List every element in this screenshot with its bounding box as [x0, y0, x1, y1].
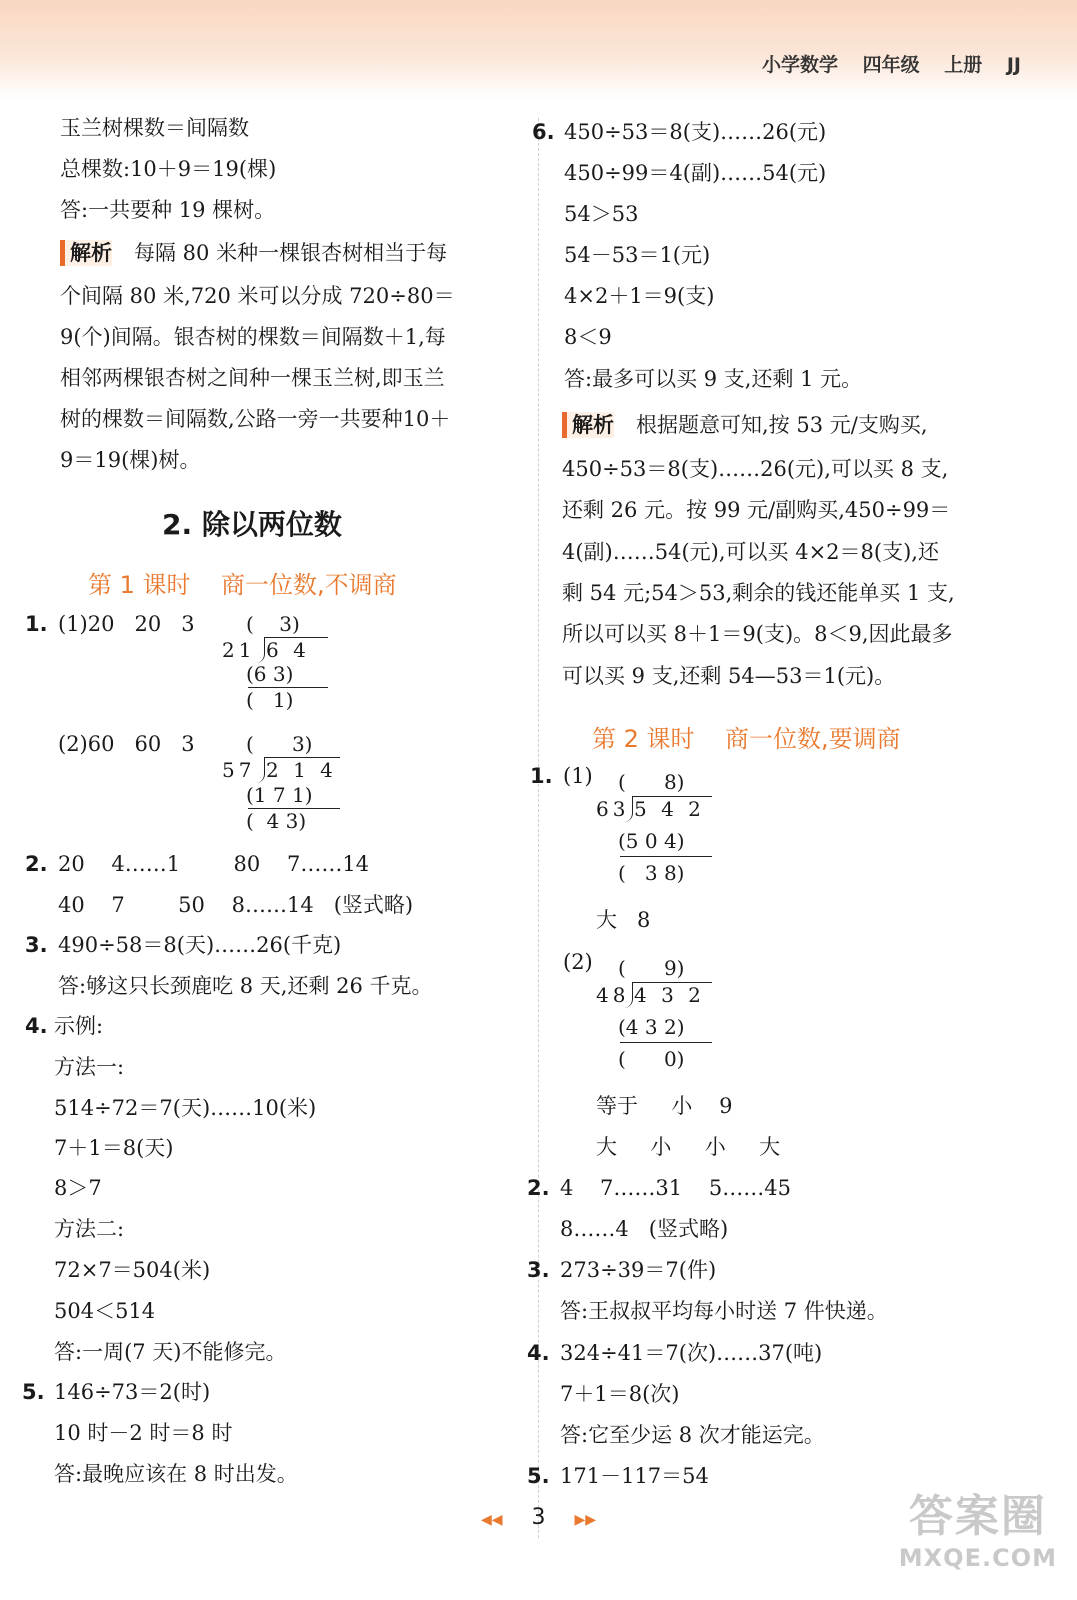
analysis-line: 450÷53＝8(支)……26(元),可以买 8 支,	[562, 457, 949, 481]
question-number: 2.	[527, 1176, 550, 1200]
column-divider	[538, 118, 539, 1538]
volume: 上册	[944, 54, 983, 76]
text-line: (1)	[563, 764, 593, 788]
analysis-line: 个间隔 80 米,720 米可以分成 720÷80＝	[60, 284, 455, 308]
analysis-tag: 解析	[562, 412, 614, 438]
question-number: 1.	[25, 612, 48, 636]
text-line: 等于 小 9	[596, 1094, 733, 1118]
page-number: 3	[531, 1505, 546, 1530]
text-line: (2)	[563, 950, 593, 974]
analysis-line: 剩 54 元;54＞53,剩余的钱还能单买 1 支,	[562, 581, 955, 605]
division-divisor: 63	[596, 797, 630, 821]
division-quotient: ( 9)	[618, 956, 685, 980]
question-number: 3.	[527, 1258, 550, 1282]
text-line: 玉兰树棵数＝间隔数	[60, 116, 249, 140]
division-bracket	[256, 757, 265, 783]
analysis-line: 树的棵数＝间隔数,公路一旁一共要种10＋	[60, 407, 451, 431]
question-number: 2.	[25, 852, 48, 876]
long-division	[222, 732, 342, 832]
analysis-line: 相邻两棵银杏树之间种一棵玉兰树,即玉兰	[60, 366, 445, 390]
text-line: 10 时－2 时＝8 时	[54, 1421, 233, 1445]
text-line: 514÷72＝7(天)……10(米)	[54, 1096, 317, 1120]
text-line: 146÷73＝2(时)	[54, 1380, 211, 1404]
text-line: 54＞53	[564, 202, 639, 226]
analysis-line: 9(个)间隔。银杏树的棵数＝间隔数＋1,每	[60, 325, 446, 349]
division-remainder: ( 1)	[246, 688, 294, 712]
question-number: 5.	[22, 1380, 45, 1404]
text-line: 大 小 小 大	[596, 1135, 781, 1159]
text-line: 总棵数:10＋9＝19(棵)	[60, 157, 277, 181]
text-line: 4×2＋1＝9(支)	[564, 284, 715, 308]
text-line: 72×7＝504(米)	[54, 1258, 211, 1282]
analysis-line: 4(副)……54(元),可以买 4×2＝8(支),还	[562, 540, 939, 564]
prev-arrows-icon[interactable]: ◀◀	[480, 1512, 503, 1528]
text-line: 450÷99＝4(副)……54(元)	[564, 161, 827, 185]
text-line: 4 7……31 5……45	[560, 1176, 791, 1200]
book-info	[744, 50, 1021, 77]
subject: 小学数学	[761, 54, 838, 76]
division-dividend: 4 3 2	[634, 983, 705, 1007]
analysis-line: 可以买 9 支,还剩 54—53＝1(元)。	[562, 664, 896, 688]
division-line	[620, 856, 712, 857]
text-line: 8＞7	[54, 1176, 102, 1200]
long-division	[222, 612, 332, 712]
analysis-line: 还剩 26 元。按 99 元/副购买,450÷99＝	[562, 498, 951, 522]
text-line: 答:一周(7 天)不能修完。	[54, 1340, 287, 1364]
division-product: (1 7 1)	[246, 783, 313, 807]
text-line: 大 8	[596, 908, 651, 932]
analysis-line: 所以可以买 8＋1＝9(支)。8＜9,因此最多	[562, 622, 953, 646]
lesson-title: 第 2 课时 商一位数,要调商	[592, 725, 901, 753]
division-divisor: 48	[596, 983, 630, 1007]
text-line: 答:够这只长颈鹿吃 8 天,还剩 26 千克。	[58, 974, 433, 998]
text-line: 方法二:	[54, 1217, 125, 1241]
analysis-tag: 解析	[60, 240, 112, 266]
analysis-line: 解析 根据题意可知,按 53 元/支购买,	[562, 412, 928, 438]
text-line: 示例:	[54, 1014, 104, 1038]
text-line: 7＋1＝8(天)	[54, 1136, 174, 1160]
watermark-logo: 答案圈	[908, 1491, 1047, 1542]
division-remainder: ( 0)	[618, 1047, 685, 1071]
long-division	[596, 956, 726, 1071]
division-dividend: 5 4 2	[634, 797, 705, 821]
text-line: 450÷53＝8(支)……26(元)	[564, 120, 827, 144]
division-bracket	[256, 637, 265, 663]
division-quotient: ( 3)	[246, 732, 313, 756]
question-number: 5.	[527, 1464, 550, 1488]
division-dividend: 6 4	[266, 638, 310, 662]
text-line: 答:它至少运 8 次才能运完。	[560, 1423, 825, 1447]
watermark-url: MXQE.COM	[898, 1544, 1057, 1572]
long-division	[596, 770, 726, 885]
lesson-title: 第 1 课时 商一位数,不调商	[88, 571, 397, 599]
division-divisor: 21	[222, 638, 256, 662]
division-line	[620, 1042, 712, 1043]
section-title: 2. 除以两位数	[162, 508, 342, 541]
question-number: 4.	[25, 1014, 48, 1038]
grade: 四年级	[862, 54, 920, 76]
question-number: 4.	[527, 1341, 550, 1365]
text-line: 8＜9	[564, 325, 612, 349]
text-line: 54－53＝1(元)	[564, 243, 711, 267]
division-product: (4 3 2)	[618, 1015, 685, 1039]
division-dividend: 2 1 4	[266, 758, 337, 782]
analysis-line: 9＝19(棵)树。	[60, 448, 201, 472]
watermark	[899, 1480, 1057, 1572]
division-divisor: 57	[222, 758, 256, 782]
text-line: 答:最晚应该在 8 时出发。	[54, 1462, 298, 1486]
next-arrows-icon[interactable]: ▶▶	[574, 1512, 597, 1528]
text-line: 方法一:	[54, 1055, 125, 1079]
text-line: 40 7 50 8……14 (竖式略)	[58, 893, 414, 917]
page-header	[0, 0, 1077, 100]
division-product: (5 0 4)	[618, 829, 685, 853]
text-line: 答:王叔叔平均每小时送 7 件快递。	[560, 1299, 888, 1323]
text-line: 8……4 (竖式略)	[560, 1217, 729, 1241]
division-remainder: ( 3 8)	[618, 861, 685, 885]
text-line: 504＜514	[54, 1299, 156, 1323]
edition: JJ	[1006, 54, 1021, 76]
division-quotient: ( 3)	[246, 612, 300, 636]
text-line: 7＋1＝8(次)	[560, 1382, 680, 1406]
division-product: (6 3)	[246, 662, 294, 686]
analysis-line: 解析 每隔 80 米种一棵银杏树相当于每	[60, 240, 447, 266]
text-line: (1)20 20 3	[58, 612, 195, 636]
question-number: 1.	[530, 764, 553, 788]
text-line: (2)60 60 3	[58, 732, 195, 756]
text-line: 答:一共要种 19 棵树。	[60, 198, 276, 222]
text-line: 答:最多可以买 9 支,还剩 1 元。	[564, 367, 863, 391]
division-quotient: ( 8)	[618, 770, 685, 794]
question-number: 6.	[532, 120, 555, 144]
text-line: 490÷58＝8(天)……26(千克)	[58, 933, 342, 957]
text-line: 273÷39＝7(件)	[560, 1258, 717, 1282]
question-number: 3.	[25, 933, 48, 957]
division-remainder: ( 4 3)	[246, 809, 307, 833]
text-line: 20 4……1 80 7……14	[58, 852, 370, 876]
text-line: 324÷41＝7(次)……37(吨)	[560, 1341, 823, 1365]
text-line: 171－117＝54	[560, 1464, 709, 1488]
